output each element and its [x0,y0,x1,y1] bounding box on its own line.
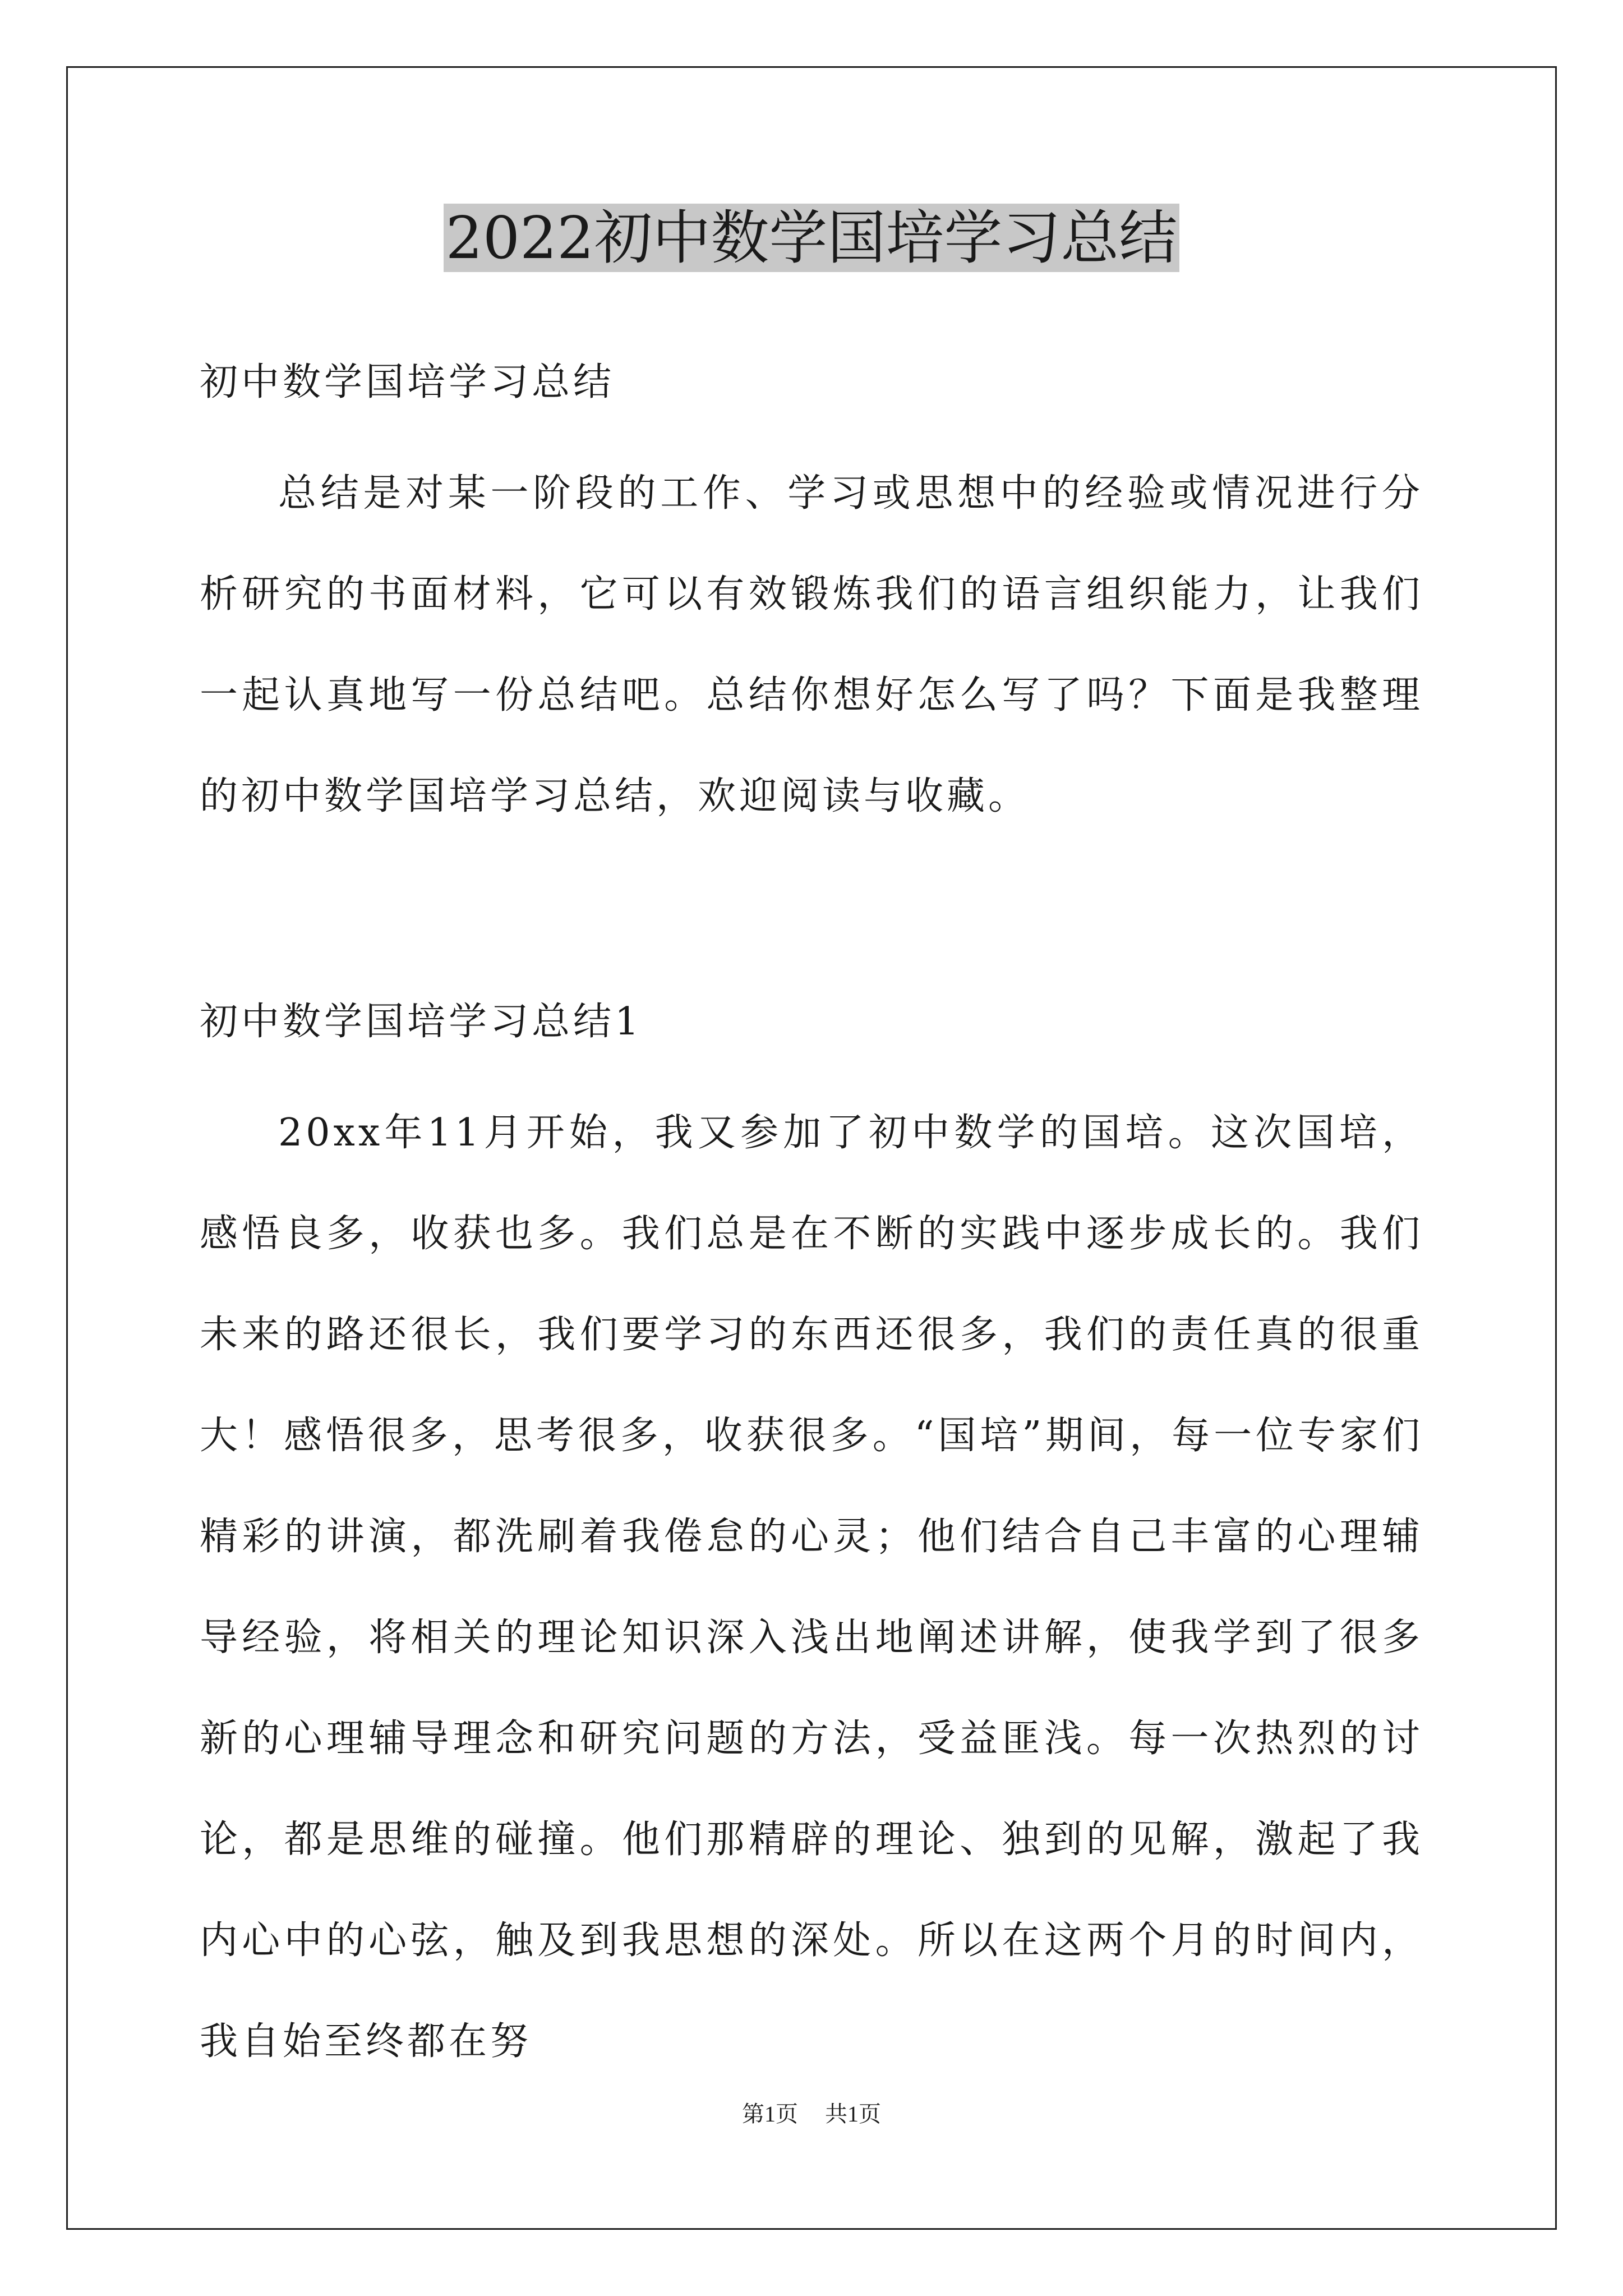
section-1-heading: 初中数学国培学习总结1 [200,1000,643,1044]
document-title [0,200,1623,276]
page-number-current: 第1页 [742,2101,798,2127]
document-subtitle: 初中数学国培学习总结 [200,360,615,404]
section-1-paragraph: 20xx年11月开始，我又参加了初中数学的国培。这次国培，感悟良多，收获也多。我们总是在不断的实践中逐步成长的。我们未来的路还很长，我们要学习的东西还很多，我们的责任真的很重大！感悟很多，思考很多，收获很多。“国培”期间，每一位专家们精彩的讲演，都洗刷着我倦怠的心灵；他们结合自己丰富的心理辅导经验，将相关的理论知识深入浅出地阐述讲解，使我学到了很多新的心理辅导理念和研究问题的方法，受益匪浅。每一次热烈的讨论，都是思维的碰撞。他们那精辟的理论、独到的见解，激起了我内心中的心弦，触及到我思想的深处。所以在这两个月的时间内，我自始至终都在努 [200,1111,1423,2064]
page-footer [0,2100,1623,2128]
section-1-paragraph-block [200,1083,1423,2092]
intro-paragraph-block [200,443,1423,847]
document-title-text: 2022初中数学国培学习总结 [444,204,1180,272]
page-number-total: 共1页 [825,2101,881,2127]
intro-paragraph: 总结是对某一阶段的工作、学习或思想中的经验或情况进行分析研究的书面材料，它可以有效锻炼我们的语言组织能力，让我们一起认真地写一份总结吧。总结你想好怎么写了吗？下面是我整理的初中数学国培学习总结，欢迎阅读与收藏。 [200,471,1423,818]
